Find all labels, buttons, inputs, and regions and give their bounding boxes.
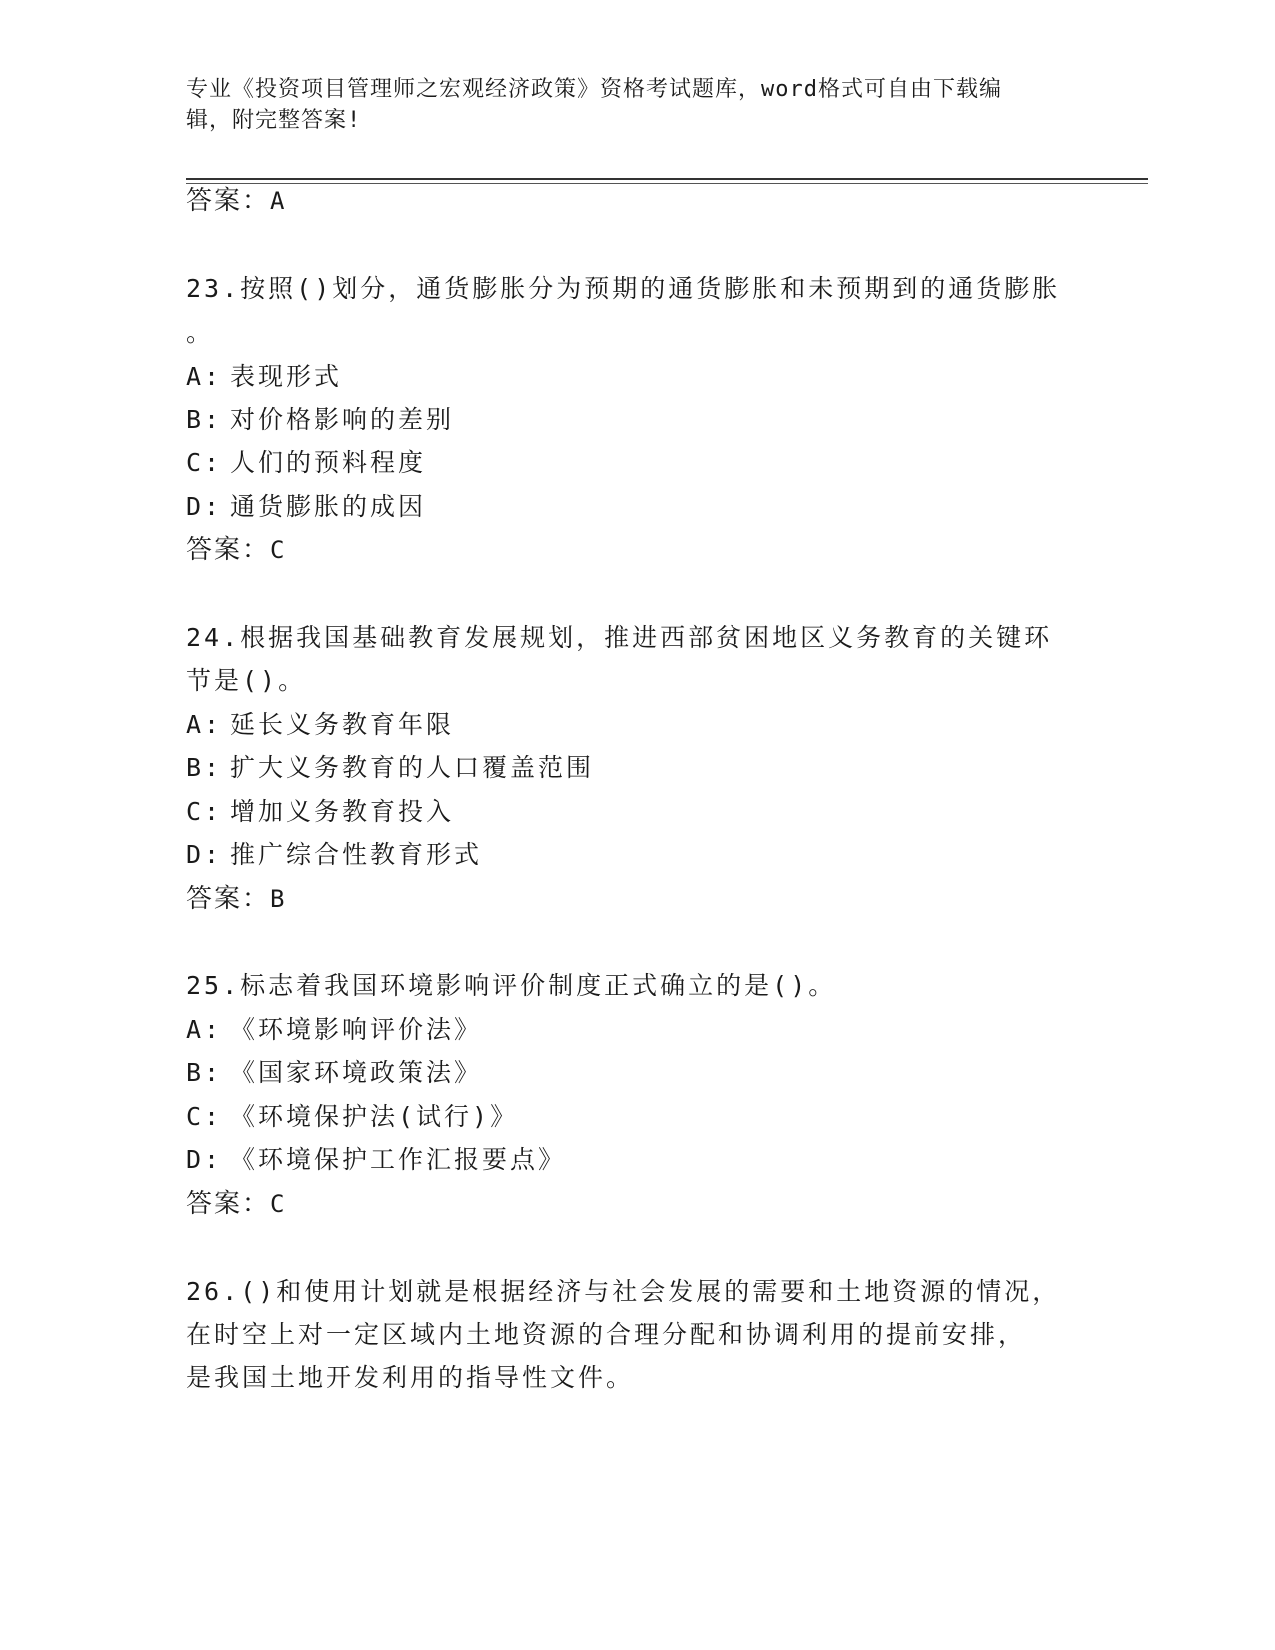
option-key: A: <box>186 710 223 739</box>
header-divider-thick <box>186 178 1148 180</box>
answer-value: C <box>270 1190 287 1218</box>
question-23-option-c <box>186 446 426 480</box>
option-key: A: <box>186 362 223 391</box>
question-23-option-b <box>186 403 454 437</box>
option-text: 推广综合性教育形式 <box>230 840 483 869</box>
option-text: 《环境保护法(试行)》 <box>230 1102 519 1131</box>
question-23-option-a <box>186 360 342 394</box>
answer-prev <box>186 184 286 218</box>
option-key: C: <box>186 448 223 477</box>
header-line-2: 辑，附完整答案! <box>186 108 362 133</box>
answer-label: 答案： <box>186 186 271 216</box>
option-key: A: <box>186 1015 223 1044</box>
option-key: D: <box>186 840 223 869</box>
option-key: B: <box>186 1058 223 1087</box>
header-line-1: 专业《投资项目管理师之宏观经济政策》资格考试题库，word格式可自由下载编 <box>186 77 1002 102</box>
option-text: 增加义务教育投入 <box>230 797 455 826</box>
question-25-option-b <box>186 1056 482 1090</box>
answer-label: 答案： <box>186 1189 271 1219</box>
question-25-option-c <box>186 1100 518 1134</box>
question-24-answer <box>186 882 286 916</box>
answer-value: C <box>270 536 287 564</box>
question-23-stem-2: 。 <box>186 318 215 347</box>
question-24-stem-1: 24.根据我国基础教育发展规划，推进西部贫困地区义务教育的关键环 <box>186 623 1053 652</box>
question-25-stem-1: 25.标志着我国环境影响评价制度正式确立的是()。 <box>186 971 837 1000</box>
question-26-stem-3: 是我国土地开发利用的指导性文件。 <box>186 1363 635 1392</box>
option-text: 《环境保护工作汇报要点》 <box>230 1145 567 1174</box>
option-key: D: <box>186 1145 223 1174</box>
question-25-option-d <box>186 1143 566 1177</box>
option-text: 人们的预料程度 <box>230 448 427 477</box>
option-key: B: <box>186 405 223 434</box>
option-text: 《国家环境政策法》 <box>230 1058 483 1087</box>
option-key: B: <box>186 753 223 782</box>
question-23-stem-1: 23.按照()划分，通货膨胀分为预期的通货膨胀和未预期到的通货膨胀 <box>186 274 1061 303</box>
question-26-stem-2: 在时空上对一定区域内土地资源的合理分配和协调利用的提前安排， <box>186 1320 1027 1349</box>
question-24-option-b <box>186 751 594 785</box>
question-24-option-c <box>186 795 454 829</box>
question-24-stem-2: 节是()。 <box>186 666 307 695</box>
option-text: 对价格影响的差别 <box>230 405 455 434</box>
question-24-option-d <box>186 838 482 872</box>
answer-label: 答案： <box>186 535 271 565</box>
document-header <box>186 74 1066 136</box>
answer-value: B <box>270 885 287 913</box>
question-25-option-a <box>186 1013 482 1047</box>
question-26-stem-1: 26.()和使用计划就是根据经济与社会发展的需要和土地资源的情况， <box>186 1277 1061 1306</box>
header-divider-thin <box>186 183 1148 184</box>
option-text: 扩大义务教育的人口覆盖范围 <box>230 753 595 782</box>
option-text: 《环境影响评价法》 <box>230 1015 483 1044</box>
answer-value: A <box>270 187 287 215</box>
option-key: D: <box>186 492 223 521</box>
question-24-option-a <box>186 708 454 742</box>
option-text: 通货膨胀的成因 <box>230 492 427 521</box>
option-text: 表现形式 <box>230 362 343 391</box>
option-text: 延长义务教育年限 <box>230 710 455 739</box>
question-23-option-d <box>186 490 426 524</box>
option-key: C: <box>186 797 223 826</box>
question-25-answer <box>186 1187 286 1221</box>
option-key: C: <box>186 1102 223 1131</box>
question-23-answer <box>186 533 286 567</box>
answer-label: 答案： <box>186 884 271 914</box>
